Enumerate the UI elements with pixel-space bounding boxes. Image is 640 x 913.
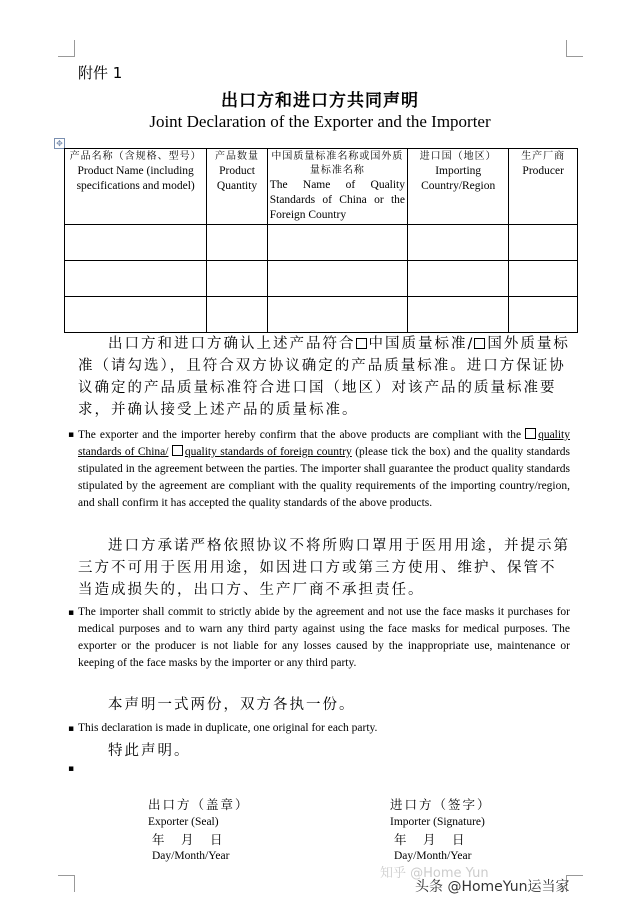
header-quantity [207, 149, 267, 225]
table-cell[interactable] [207, 297, 267, 333]
table-cell[interactable] [509, 297, 578, 333]
signature-importer [390, 795, 492, 862]
table-cell[interactable] [207, 225, 267, 261]
table-row [65, 261, 578, 297]
header-producer [509, 149, 578, 225]
table-cell[interactable] [509, 261, 578, 297]
header-en: The Name of Quality Standards of China or the Foreign Country [269, 179, 406, 221]
table-cell[interactable] [267, 225, 407, 261]
exporter-date-en: Day/Month/Year [152, 850, 230, 862]
table-cell[interactable] [65, 261, 207, 297]
paragraph-declaration-cn: 特此声明。 [108, 743, 191, 759]
paragraph-masks-cn: 进口方承诺严格依照协议不将所购口罩用于医用用途，并提示第三方不可用于医用用途，如因进口方或第三方使用、维护、保管不当造成损失的，出口方、生产厂商不承担责任。 [78, 538, 570, 598]
text: The exporter and the importer hereby confirm that the above products are compliant with the [78, 429, 522, 441]
bullet-icon: ▪ [68, 724, 75, 734]
table-row [65, 297, 578, 333]
bullet-icon: ▪ [68, 608, 75, 618]
bullet-icon: ▪ [68, 764, 75, 774]
crop-mark-top-right [566, 40, 583, 57]
header-en: Importing Country/Region [421, 165, 496, 192]
text: (please tick the box) and the quality standards stipulated in the agreement between the parties. The importer shall guarantee the product quality standards stipulated by the agreement are compliant with the quality requirements of the importing country/region, and shall confirm it has accepted the quality standards of the above products. [78, 446, 571, 509]
header-importing-country [408, 149, 509, 225]
importer-date-cn: 年 月 日 [394, 832, 467, 847]
option-foreign [172, 446, 352, 458]
header-product-name [65, 149, 207, 225]
header-cn: 中国质量标准名称或国外质量标准名称 [271, 151, 404, 176]
importer-signature-en: Importer (Signature) [390, 816, 485, 828]
crop-mark-bottom-left [58, 875, 75, 892]
paragraph-quality-cn [78, 333, 572, 421]
text: quality standards of foreign country [184, 446, 352, 458]
header-cn: 产品名称（含规格、型号） [69, 151, 202, 162]
importer-date-en: Day/Month/Year [394, 850, 472, 862]
table-row [65, 225, 578, 261]
bullet-icon: ▪ [68, 430, 75, 440]
exporter-seal-en: Exporter (Seal) [148, 816, 219, 828]
table-cell[interactable] [408, 261, 509, 297]
table-cell[interactable] [207, 261, 267, 297]
table-cell[interactable] [267, 297, 407, 333]
signature-exporter [148, 795, 250, 862]
checkbox-china-standard-en[interactable] [525, 428, 536, 439]
watermark-faint: 知乎 @Home Yun [380, 866, 489, 881]
header-en: Product Quantity [216, 165, 258, 192]
table-cell[interactable] [408, 225, 509, 261]
header-cn: 生产厂商 [521, 151, 566, 162]
table-header-row [65, 149, 578, 225]
table-cell[interactable] [65, 225, 207, 261]
checkbox-china-standard[interactable] [356, 338, 367, 349]
header-quality-standard [267, 149, 407, 225]
checkbox-foreign-standard[interactable] [474, 338, 485, 349]
text: 国外质量标准 [78, 336, 570, 374]
checkbox-foreign-standard-en[interactable] [172, 445, 183, 456]
crop-mark-top-left [58, 40, 75, 57]
header-en: Producer [522, 165, 564, 177]
exporter-date-cn: 年 月 日 [152, 832, 225, 847]
header-en: Product Name (including specifications and model) [76, 165, 195, 192]
table-move-handle-icon[interactable]: ✥ [54, 138, 65, 149]
paragraph-duplicate-en: This declaration is made in duplicate, one original for each party. [78, 722, 378, 734]
text: （请勾选），且符合双方协议确定的产品质量标准。进口方保证协议确定的产品质量标准符合进口国（地区）对该产品的质量标准要求，并确认接受上述产品的质量标准。 [78, 358, 566, 418]
text: quality standards of China/ [78, 429, 571, 458]
importer-signature-cn: 进口方（签字） [390, 797, 492, 812]
paragraph-quality-en [78, 427, 570, 512]
table-cell[interactable] [267, 261, 407, 297]
paragraph-duplicate-cn: 本声明一式两份，双方各执一份。 [108, 697, 356, 713]
title-chinese: 出口方和进口方共同声明 [221, 91, 419, 111]
exporter-seal-cn: 出口方（盖章） [148, 797, 250, 812]
table-cell[interactable] [65, 297, 207, 333]
header-cn: 进口国（地区） [419, 151, 497, 162]
table-cell[interactable] [509, 225, 578, 261]
table-cell[interactable] [408, 297, 509, 333]
header-cn: 产品数量 [215, 151, 260, 162]
text: 中国质量标准/ [368, 336, 475, 352]
paragraph-masks-en: The importer shall commit to strictly abide by the agreement and not use the face masks it purchases for medical purposes and to warn any third party against using the face masks for medical purposes. The exporter or the producer is not liable for any losses caused by the inappropriate use, maintenance or keeping of the face masks by the importer or any third party. [78, 606, 570, 669]
title-english: Joint Declaration of the Exporter and the Importer [149, 112, 491, 131]
text: 出口方和进口方确认上述产品符合 [108, 336, 356, 352]
watermark-main: 头条 @HomeYun运当家 [415, 879, 570, 895]
declaration-table [64, 148, 578, 333]
annex-label: 附件 1 [78, 64, 123, 82]
